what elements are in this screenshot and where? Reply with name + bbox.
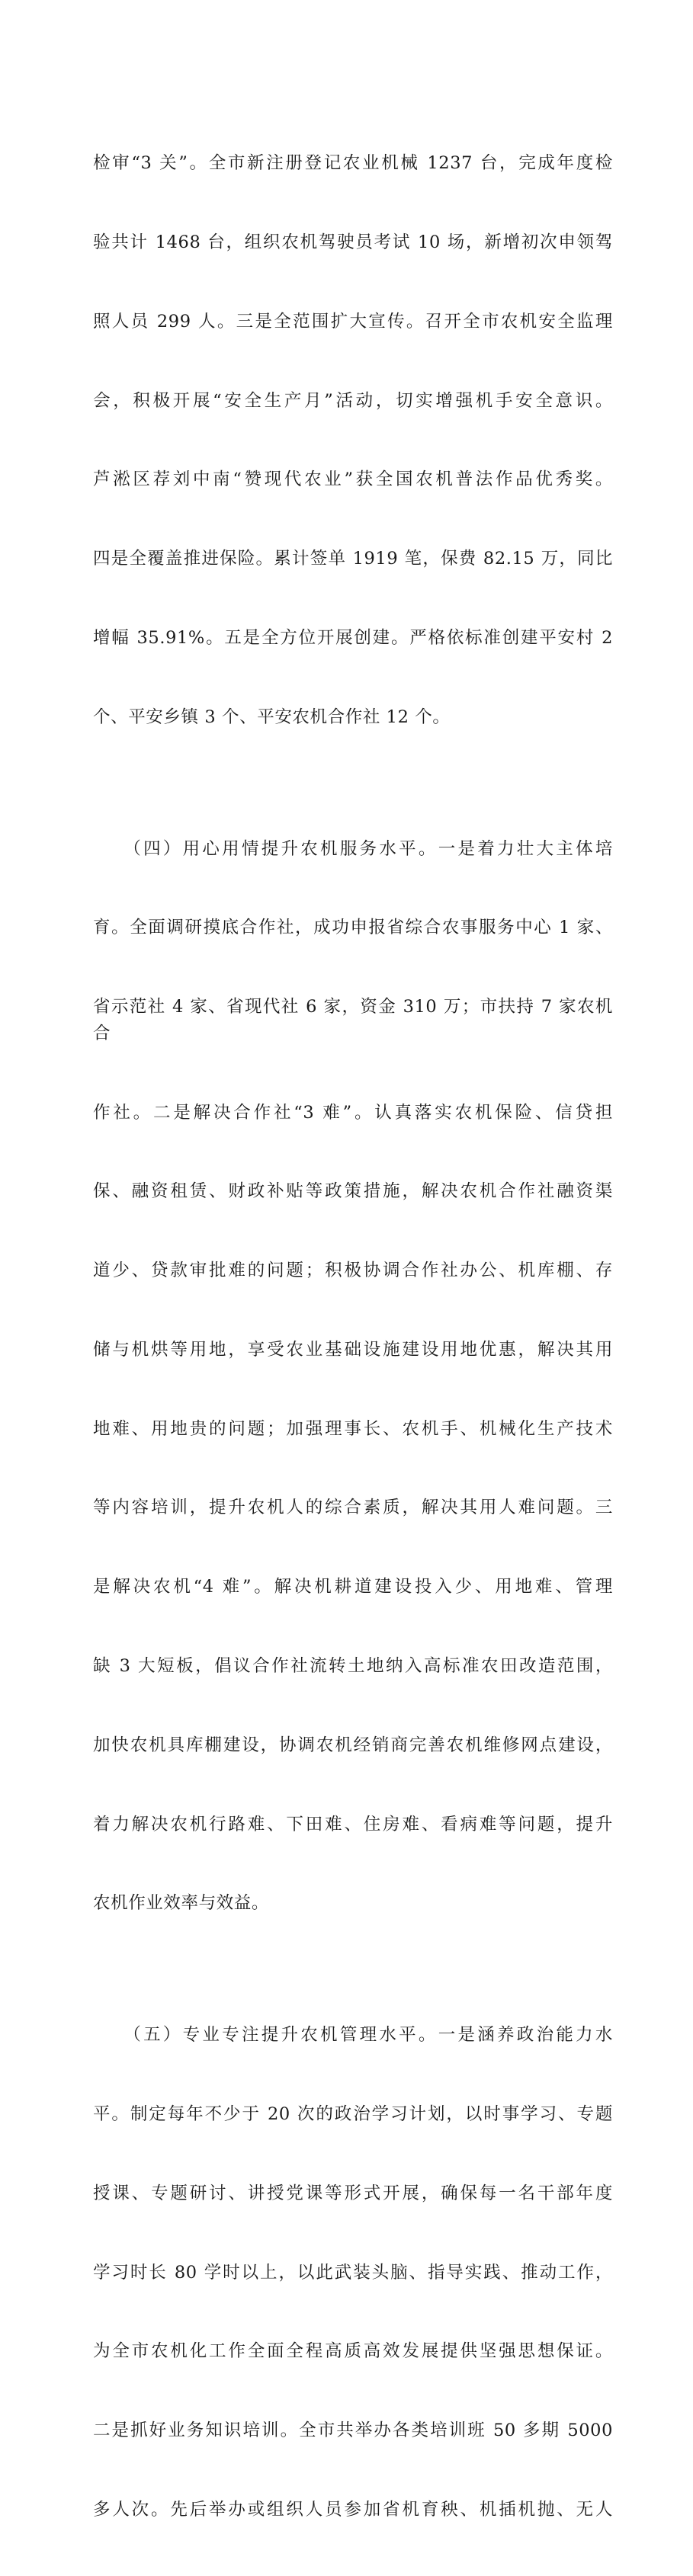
text-line: 增幅 35.91%。五是全方位开展创建。严格依标准创建平安村 2 [93, 627, 613, 648]
text-line: （五）专业专注提升农机管理水平。一是涵养政治能力水 [93, 2025, 613, 2046]
paragraph-management [93, 1969, 613, 2576]
text-line: 保、融资租赁、财政补贴等政策措施，解决农机合作社融资渠 [93, 1181, 613, 1202]
text-line: （四）用心用情提升农机服务水平。一是着力壮大主体培 [93, 838, 613, 859]
text-line: 四是全覆盖推进保险。累计签单 1919 笔，保费 82.15 万，同比 [93, 549, 613, 569]
text-line: 照人员 299 人。三是全范围扩大宣传。召开全市农机安全监理 [93, 311, 613, 332]
text-line: 多人次。先后举办或组织人员参加省机育秧、机插机抛、无人 [93, 2500, 613, 2520]
text-line: 着力解决农机行路难、下田难、住房难、看病难等问题，提升 [93, 1814, 613, 1834]
text-line: 授课、专题研讨、讲授党课等形式开展，确保每一名干部年度 [93, 2183, 613, 2203]
text-line: 验共计 1468 台，组织农机驾驶员考试 10 场，新增初次申领驾 [93, 232, 613, 252]
text-line: 缺 3 大短板，倡议合作社流转土地纳入高标准农田改造范围， [93, 1656, 613, 1677]
text-line: 地难、用地贵的问题；加强理事长、农机手、机械化生产技术 [93, 1418, 613, 1439]
text-line: 平。制定每年不少于 20 次的政治学习计划，以时事学习、专题 [93, 2104, 613, 2125]
text-line: 省示范社 4 家、省现代社 6 家，资金 310 万；市扶持 7 家农机合 [93, 997, 613, 1043]
paragraph-service [93, 783, 613, 1969]
text-line: 道少、贷款审批难的问题；积极协调合作社办公、机库棚、存 [93, 1261, 613, 1281]
text-line: 个、平安乡镇 3 个、平安农机合作社 12 个。 [93, 706, 451, 727]
text-line: 学习时长 80 学时以上，以此武装头脑、指导实践、推动工作， [93, 2262, 613, 2283]
text-line: 为全市农机化工作全面全程高质高效发展提供坚强思想保证。 [93, 2341, 613, 2362]
text-line: 育。全面调研摸底合作社，成功申报省综合农事服务中心 1 家、 [93, 918, 613, 938]
text-line: 等内容培训，提升农机人的综合素质，解决其用人难问题。三 [93, 1498, 613, 1518]
text-line: 芦淞区荐刘中南“赞现代农业”获全国农机普法作品优秀奖。 [93, 469, 613, 490]
text-line: 农机作业效率与效益。 [93, 1893, 270, 1914]
text-line: 加快农机具库棚建设，协调农机经销商完善农机维修网点建设， [93, 1735, 613, 1755]
text-line: 检审“3 关”。全市新注册登记农业机械 1237 台，完成年度检 [93, 153, 613, 174]
text-line: 是解决农机“4 难”。解决机耕道建设投入少、用地难、管理 [93, 1577, 613, 1597]
document-body [93, 98, 613, 2576]
text-line: 作社。二是解决合作社“3 难”。认真落实农机保险、信贷担 [93, 1102, 613, 1123]
text-line: 会，积极开展“安全生产月”活动，切实增强机手安全意识。 [93, 390, 613, 411]
text-line: 储与机烘等用地，享受农业基础设施建设用地优惠，解决其用 [93, 1339, 613, 1360]
text-line: 二是抓好业务知识培训。全市共举办各类培训班 50 多期 5000 [93, 2421, 613, 2441]
paragraph-safety [93, 98, 613, 783]
